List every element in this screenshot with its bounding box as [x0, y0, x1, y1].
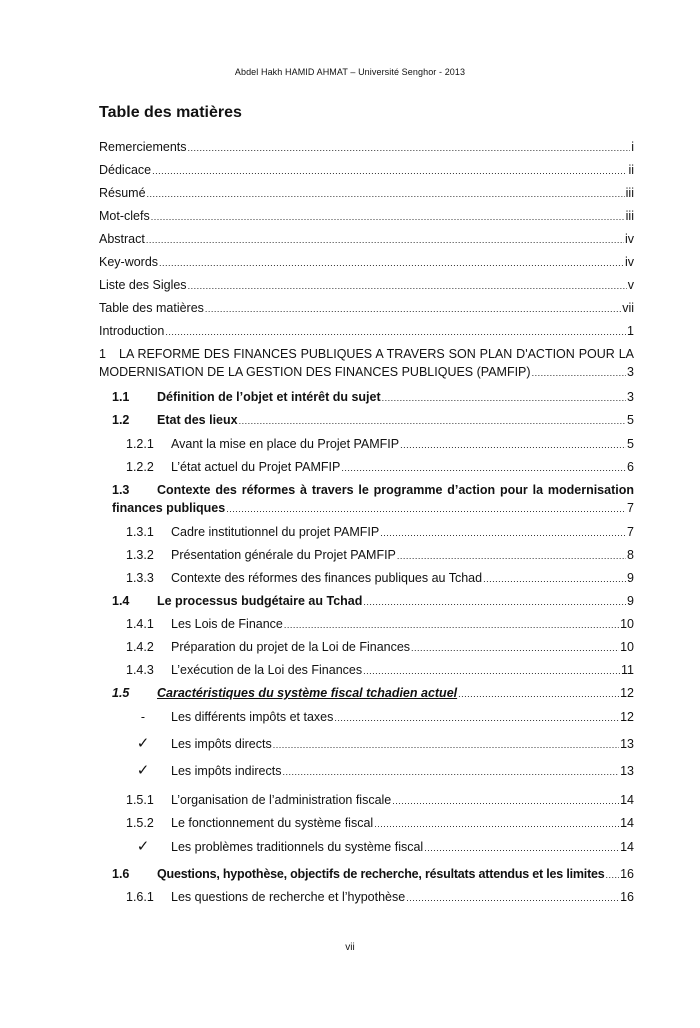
toc-page-number: 7 [627, 501, 634, 515]
checkmark-icon: ✓ [136, 838, 150, 855]
toc-entry-number: 1.5.2 [126, 816, 154, 830]
toc-entry-text: Cadre institutionnel du projet PAMFIP [171, 525, 380, 539]
dot-leader [146, 231, 624, 249]
toc-entry-abstract[interactable] [99, 230, 634, 248]
toc-entry-number: 1.4.2 [126, 640, 154, 654]
toc-entry-1-4-1[interactable] [126, 615, 634, 633]
dot-leader [406, 889, 619, 907]
toc-page-number: iv [624, 232, 634, 246]
toc-entry-text: finances publiques [112, 501, 226, 515]
toc-entry-1-6[interactable] [112, 865, 634, 883]
dot-leader [226, 500, 626, 518]
toc-entry-impots-indirects[interactable] [115, 762, 634, 780]
toc-entry-text: Le processus budgétaire au Tchad [157, 594, 363, 608]
toc-page-number: iii [625, 209, 634, 223]
toc-page-number: 9 [627, 594, 634, 608]
toc-entry-number: 1.4.1 [126, 617, 154, 631]
toc-entry-text: Présentation générale du Projet PAMFIP [171, 548, 396, 562]
toc-page-number: 12 [620, 686, 634, 700]
toc-entry-number: 1.3.1 [126, 525, 154, 539]
toc-entry-number: 1.2 [112, 413, 130, 427]
toc-entry-text: Les problèmes traditionnels du système fiscal [171, 840, 424, 854]
dash-bullet: - [140, 710, 146, 724]
toc-entry-text: Questions, hypothèse, objectifs de recherche, résultats attendus et les limites [157, 867, 605, 881]
toc-entry-text: Les différents impôts et taxes [171, 710, 334, 724]
toc-entry-number: 1.3 [112, 483, 130, 497]
toc-entry-1-5-2[interactable] [126, 814, 634, 832]
dot-leader [363, 593, 626, 611]
toc-page-number: 1 [627, 324, 634, 338]
toc-entry-text: Etat des lieux [157, 413, 238, 427]
toc-page-number: iv [624, 255, 634, 269]
toc-entry-text: Mot-clefs [99, 209, 150, 223]
toc-entry-liste-des-sigles[interactable] [99, 276, 634, 294]
toc-page-number: i [631, 140, 634, 154]
toc-entry-text: Les Lois de Finance [171, 617, 283, 631]
toc-entry-number: 1.6.1 [126, 890, 154, 904]
toc-page-number: 13 [620, 737, 634, 751]
toc-page-number: 5 [627, 413, 634, 427]
toc-entry-mot-clefs[interactable] [99, 207, 634, 225]
toc-title: Table des matières [99, 104, 242, 121]
dot-leader [382, 389, 626, 407]
running-header: Abdel Hakh HAMID AHMAT – Université Senghor - 2013 [234, 67, 466, 77]
toc-chapter-1-line2[interactable] [99, 363, 634, 381]
toc-entry-text: MODERNISATION DE LA GESTION DES FINANCES PUBLIQUES (PAMFIP) [99, 365, 531, 379]
toc-entry-text: Définition de l’objet et intérêt du sujet [157, 390, 381, 404]
toc-entry-number: 1.1 [112, 390, 130, 404]
dot-leader [151, 208, 625, 226]
toc-entry-text: Table des matières [99, 301, 204, 315]
toc-page-number: 6 [627, 460, 634, 474]
toc-entry-differents-impots[interactable] [115, 708, 634, 726]
dot-leader [152, 162, 627, 180]
toc-entry-number: 1.5.1 [126, 793, 154, 807]
toc-entry-text: Contexte des réformes à travers le programme d’action pour la modernisation [157, 483, 634, 497]
toc-page-number: 16 [620, 867, 634, 881]
toc-page-number: 9 [627, 571, 634, 585]
toc-entry-number: 1.2.1 [126, 437, 154, 451]
toc-entry-resume[interactable] [99, 184, 634, 202]
toc-entry-number: 1.3.3 [126, 571, 154, 585]
toc-entry-1-3-line1[interactable] [112, 481, 634, 499]
toc-entry-1-4-2[interactable] [126, 638, 634, 656]
dot-leader [205, 300, 621, 318]
toc-entry-text: Résumé [99, 186, 146, 200]
toc-entry-1-3-2[interactable] [126, 546, 634, 564]
dot-leader [188, 277, 627, 295]
toc-page-number: 13 [620, 764, 634, 778]
dot-leader [458, 685, 619, 703]
toc-entry-text: Remerciements [99, 140, 187, 154]
dot-leader [147, 185, 625, 203]
toc-entry-key-words[interactable] [99, 253, 634, 271]
toc-page-number: 3 [627, 365, 634, 379]
toc-entry-1-3-line2[interactable] [112, 499, 634, 517]
toc-entry-text: Avant la mise en place du Projet PAMFIP [171, 437, 400, 451]
dot-leader [363, 662, 620, 680]
toc-entry-1-3-3[interactable] [126, 569, 634, 587]
dot-leader [165, 323, 626, 341]
toc-entry-1-1[interactable] [112, 388, 634, 406]
toc-page-number: 3 [627, 390, 634, 404]
toc-entry-1-4-3[interactable] [126, 661, 634, 679]
toc-entry-number: 1.2.2 [126, 460, 154, 474]
toc-page-number: iii [625, 186, 634, 200]
dot-leader [341, 459, 626, 477]
checkmark-icon: ✓ [136, 762, 150, 779]
toc-page-number: 7 [627, 525, 634, 539]
dot-leader [284, 616, 619, 634]
toc-page-number: ii [628, 163, 634, 177]
toc-entry-text: Introduction [99, 324, 165, 338]
dot-leader [273, 736, 619, 754]
toc-entry-number: 1.6 [112, 867, 130, 881]
toc-page-number: 14 [620, 816, 634, 830]
toc-entry-1-6-1[interactable] [126, 888, 634, 906]
toc-entry-number: 1.3.2 [126, 548, 154, 562]
toc-entry-1-2-2[interactable] [126, 458, 634, 476]
dot-leader [400, 436, 626, 454]
dot-leader [532, 364, 626, 382]
toc-entry-table-des-matieres[interactable] [99, 299, 634, 317]
toc-entry-impots-directs[interactable] [115, 735, 634, 753]
dot-leader [606, 866, 620, 884]
toc-entry-1-5-1[interactable] [126, 791, 634, 809]
dot-leader [282, 763, 619, 781]
toc-page-number: 11 [621, 663, 634, 677]
toc-page-number: 8 [627, 548, 634, 562]
toc-entry-text: Les questions de recherche et l’hypothèse [171, 890, 406, 904]
toc-entry-text: Dédicace [99, 163, 152, 177]
toc-entry-1-2[interactable] [112, 411, 634, 429]
toc-page-number: 14 [620, 793, 634, 807]
page-number-footer: vii [345, 942, 355, 953]
toc-entry-text: Le fonctionnement du système fiscal [171, 816, 374, 830]
dot-leader [411, 639, 619, 657]
dot-leader [334, 709, 619, 727]
toc-entry-text: Contexte des réformes des finances publiques au Tchad [171, 571, 483, 585]
toc-entry-introduction[interactable] [99, 322, 634, 340]
dot-leader [159, 254, 624, 272]
dot-leader [397, 547, 626, 565]
toc-entry-text: L’état actuel du Projet PAMFIP [171, 460, 341, 474]
dot-leader [239, 412, 626, 430]
dot-leader [392, 792, 619, 810]
toc-chapter-1-line1[interactable] [99, 345, 634, 363]
dot-leader [374, 815, 619, 833]
toc-entry-number: 1.5 [112, 686, 130, 700]
toc-page-number: 12 [620, 710, 634, 724]
dot-leader [380, 524, 626, 542]
dot-leader [483, 570, 626, 588]
dot-leader [424, 839, 619, 857]
toc-page-number: 10 [620, 640, 634, 654]
toc-entry-number: 1.4 [112, 594, 130, 608]
toc-entry-1-3-1[interactable] [126, 523, 634, 541]
toc-entry-text: L’exécution de la Loi des Finances [171, 663, 363, 677]
toc-entry-remerciements[interactable] [99, 138, 634, 156]
toc-entry-dedicace[interactable] [99, 161, 634, 179]
toc-entry-text: Key-words [99, 255, 159, 269]
toc-page-number: 14 [620, 840, 634, 854]
toc-page-number: 10 [620, 617, 634, 631]
toc-entry-text: Liste des Sigles [99, 278, 187, 292]
toc-entry-1-4[interactable] [112, 592, 634, 610]
toc-entry-number: 1.4.3 [126, 663, 154, 677]
toc-page-number: 16 [620, 890, 634, 904]
toc-entry-text: Préparation du projet de la Loi de Finances [171, 640, 411, 654]
toc-page-number: vii [622, 301, 634, 315]
toc-entry-text: LA REFORME DES FINANCES PUBLIQUES A TRAVERS SON PLAN D'ACTION POUR LA [119, 347, 634, 361]
toc-entry-problemes-traditionnels[interactable] [115, 838, 634, 856]
toc-entry-text: Caractéristiques du système fiscal tchadien actuel [157, 686, 458, 700]
toc-entry-number: 1 [99, 347, 106, 361]
toc-entry-text: Les impôts directs [171, 737, 272, 751]
dot-leader [188, 139, 631, 157]
toc-page-number: 5 [627, 437, 634, 451]
toc-entry-text: L’organisation de l’administration fiscale [171, 793, 392, 807]
toc-entry-1-2-1[interactable] [126, 435, 634, 453]
toc-entry-text: Les impôts indirects [171, 764, 282, 778]
toc-entry-1-5[interactable] [112, 684, 634, 702]
toc-entry-text: Abstract [99, 232, 145, 246]
checkmark-icon: ✓ [136, 735, 150, 752]
toc-page-number: v [627, 278, 634, 292]
